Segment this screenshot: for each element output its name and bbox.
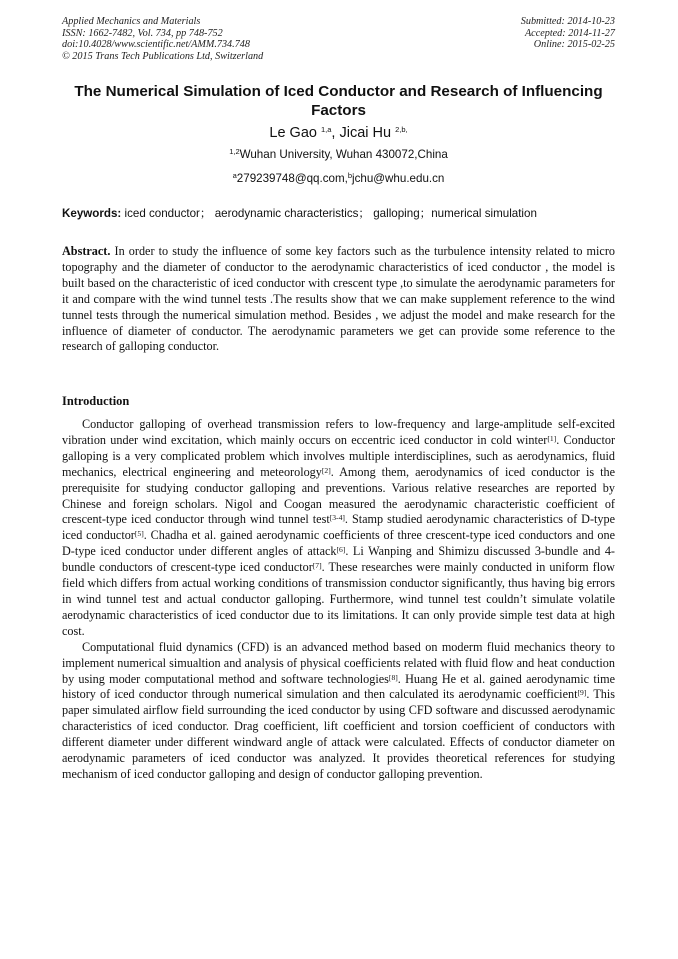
author-name: Jicai Hu — [339, 125, 396, 141]
accepted-date: Accepted: 2014-11-27 — [524, 27, 615, 39]
keywords-label: Keywords: — [62, 207, 122, 220]
author-affiliation-marker: 2,b, — [395, 125, 408, 134]
paragraph — [62, 417, 615, 640]
publication-dates — [521, 16, 615, 51]
paper-title: The Numerical Simulation of Iced Conductor and Research of Influencing Factors — [74, 83, 603, 119]
author-affiliation-marker: 1,a — [320, 125, 332, 134]
citation[interactable]: [3-4] — [329, 513, 345, 523]
abstract-label: Abstract. — [62, 244, 111, 258]
paragraph-text: Computational fluid dynamics (CFD) is an advanced method based on moderm fluid mechanics theory to implement numerical simualtion and analysis of physical coefficients related with fluid flow and heat conduction by using moder computational method and software technologies — [62, 639, 615, 686]
paragraph-text: Conductor galloping of overhead transmission refers to low-frequency and large-amplitude self-excited vibration under wind excitation, which mainly occurs on eccentric iced conductor in cold winter — [62, 417, 615, 447]
email-marker: b — [347, 171, 353, 180]
citation[interactable]: [1] — [547, 433, 557, 443]
section-heading: Introduction — [62, 394, 130, 408]
abstract-text: In order to study the influence of some key factors such as the turbulence intensity related to micro topography and the diameter of conductor to the aerodynamic characteristics of iced conductor , the model is built based on the characteristic of iced conductor with crescent type ,to simulate the aerodynamic parameters for it and compare with the wind tunnel tests .The results show that we can make supplement reference to the wind tunnel tests through the numerical simulation method. Besides , we adjust the model and make research for the influence of diameter of conductor. The aerodynamic parameters we get can provide some reference to the research of galloping conductor. — [62, 244, 615, 354]
citation[interactable]: [2] — [321, 465, 331, 475]
paragraph-text: . Among them, aerodynamics of iced conductor is the prerequisite for studying conductor galloping and preventions. Various relative researches are reported by Chinese and foreign scholars. Nigol and Coogan measured the aerodynamic characteristic coefficient of crescent-type iced conductor through wind tunnel test — [62, 464, 615, 527]
journal-doi: doi:10.4028/www.scientific.net/AMM.734.748 — [62, 39, 250, 51]
submitted-date: Submitted: 2014-10-23 — [520, 16, 615, 27]
paragraph-text: . Stamp studied aerodynamic characteristics of D-type iced conductor — [62, 512, 616, 543]
journal-name: Applied Mechanics and Materials — [62, 16, 201, 27]
paragraph-text: . Huang He et al. gained aerodynamic time history of iced conductor through numerical simulation and then calculated its aerodynamic coefficient — [62, 671, 615, 702]
email-link[interactable]: jchu@whu.edu.cn — [352, 172, 445, 185]
paragraph-text: . These researches were mainly conducted in uniform flow field which differs from actual working conditions of transmission conductor significantly, thus having big errors in wind tunnel test and actual conductor galloping. Furthermore, wind tunnel test couldn’t simulate volatile aerodynamic characteristics of iced conductor due to its limitations. It can only provide simple test data at high cost. — [62, 560, 615, 638]
citation[interactable]: [5] — [134, 529, 144, 539]
affiliation — [62, 148, 615, 162]
citation[interactable]: [8] — [388, 672, 398, 682]
paragraph-text: . Li Wanping and Shimizu discussed 3-bundle and 4-bundle conductors of crescent-type iced conductor — [62, 544, 615, 575]
paragraph — [62, 640, 615, 783]
author-separator: , — [331, 125, 340, 141]
introduction-body — [62, 417, 615, 783]
keywords — [62, 207, 622, 221]
email-link[interactable]: 279239748@qq.com, — [236, 172, 348, 185]
abstract — [62, 244, 615, 355]
keywords-text: iced conductor； aerodynamic characteristics； galloping；numerical simulation — [121, 207, 537, 220]
paragraph-text: . Conductor galloping is a very complicated problem which involves multiple interdisciplines, such as aerodynamics, fluid mechanics, electrical engineering and meteorology — [62, 432, 615, 479]
affiliation-text: Wuhan University, Wuhan 430072,China — [239, 148, 448, 161]
citation[interactable]: [9] — [577, 688, 587, 698]
paragraph-text: . Chadha et al. gained aerodynamic coefficients of three crescent-type iced conductors and one D-type iced conductor under different angles of attack — [62, 528, 615, 559]
citation[interactable]: [6] — [336, 545, 346, 555]
journal-copyright: © 2015 Trans Tech Publications Ltd, Switzerland — [62, 50, 264, 62]
online-date: Online: 2015-02-25 — [533, 39, 615, 51]
affiliation-marker: 1,2 — [229, 147, 240, 156]
email-marker: a — [232, 171, 237, 180]
author-line — [62, 124, 615, 142]
journal-info — [62, 16, 263, 62]
paragraph-text: . This paper simulated airflow field surrounding the iced conductor by using CFD software and discussed aerodynamic characteristics of iced conductor. Drag coefficient, lift coefficient and torsion coefficient of conductors with different diameter under different windward angle of attack were calculated. Effects of conductor diameter on aerodynamic parameters of iced conductor was analyzed. It provides theoretical references for studying mechanism of iced conductor galloping and design of conductor galloping prevention. — [62, 687, 615, 781]
journal-issn: ISSN: 1662-7482, Vol. 734, pp 748-752 — [62, 27, 223, 39]
citation[interactable]: [7] — [312, 561, 322, 571]
author-name: Le Gao — [269, 125, 321, 141]
author-emails — [62, 172, 615, 186]
